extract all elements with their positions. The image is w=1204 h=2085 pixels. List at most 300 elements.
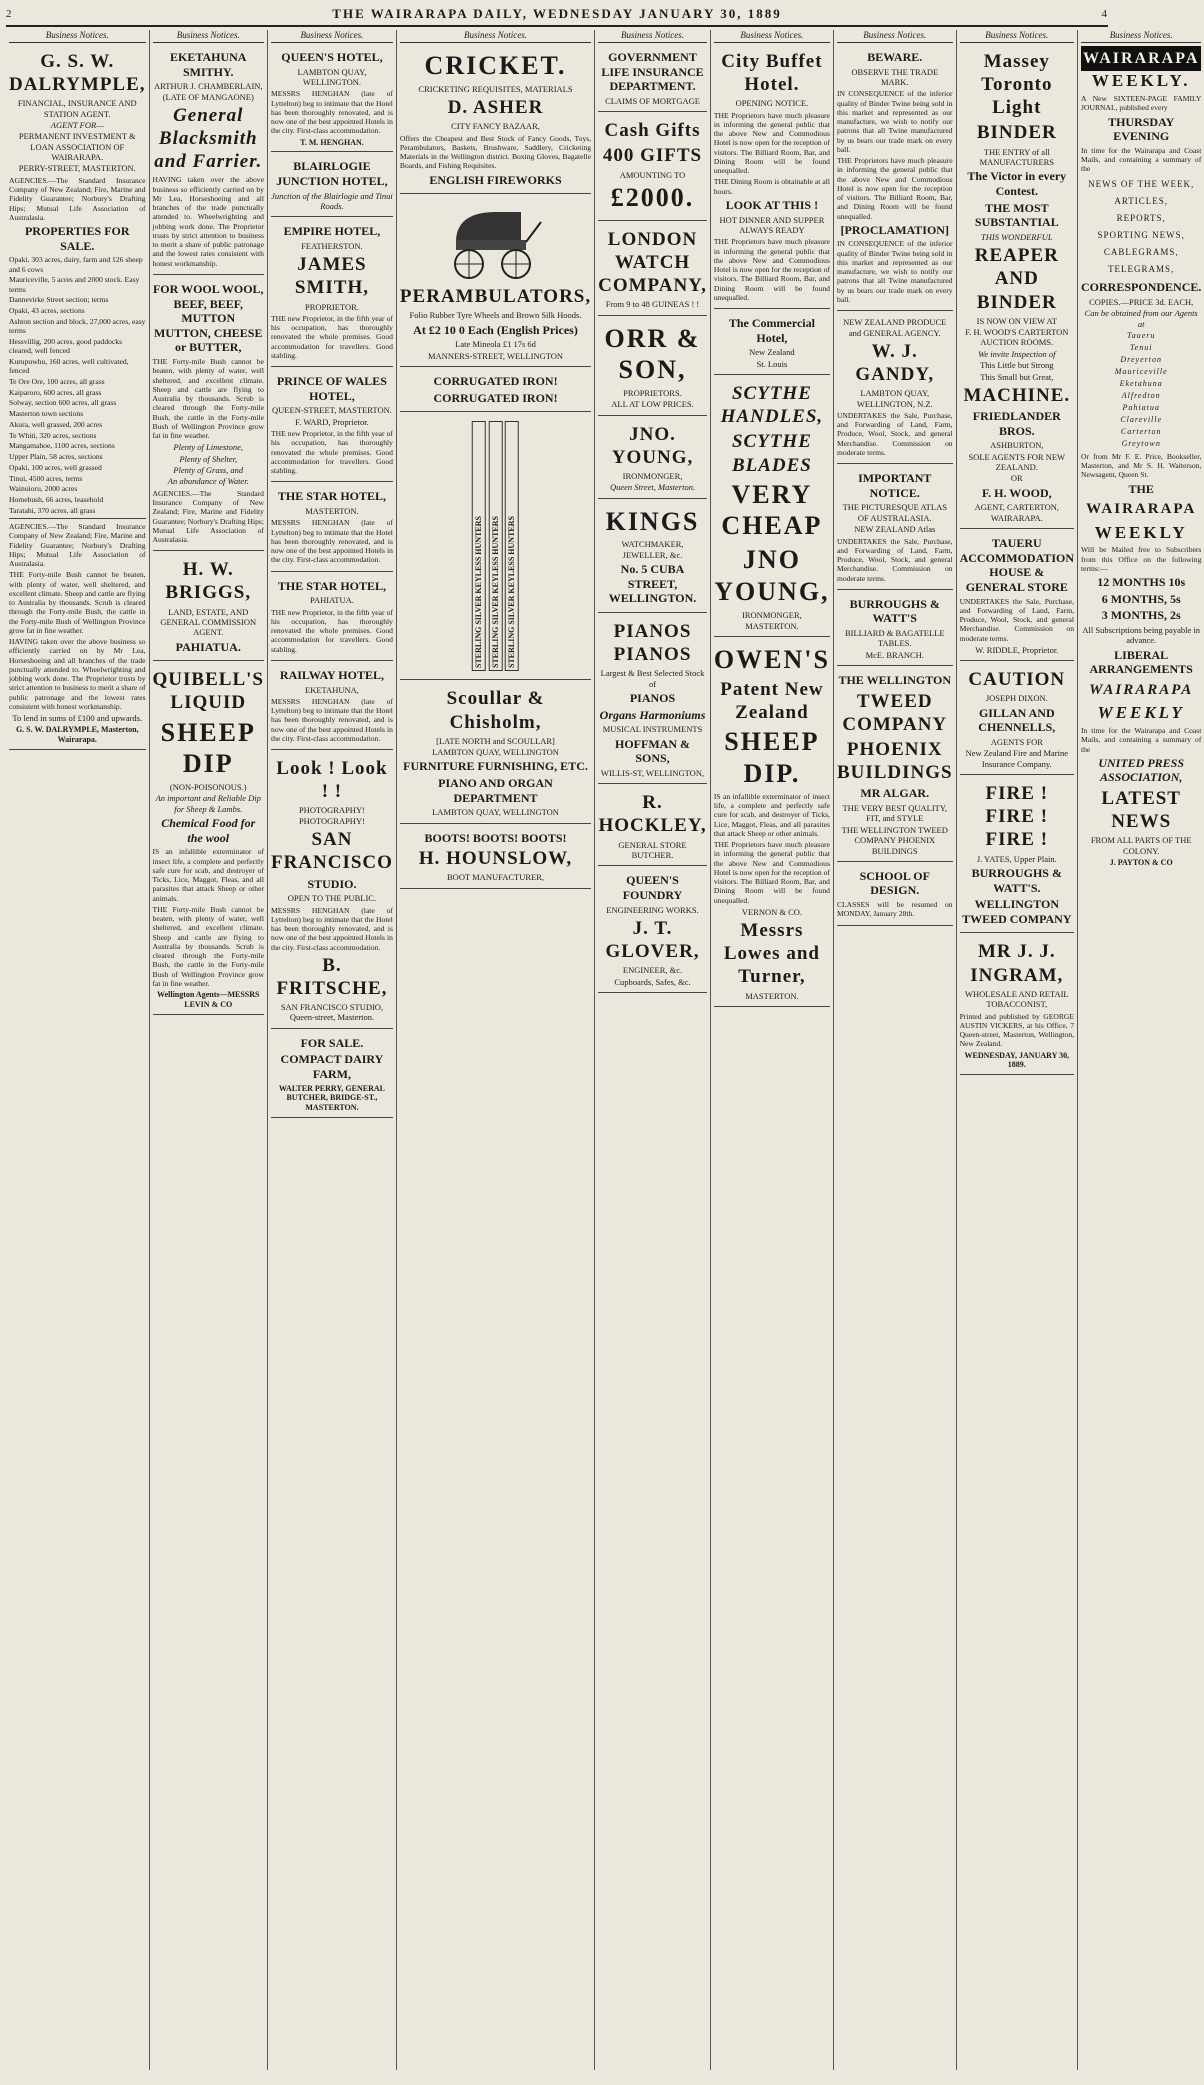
ad-body: THE new Proprietor, in the fifth year of his occupation, has thoroughly renovated the whole premises. Good accommodation for travellers. Good stabling.: [270, 429, 393, 476]
friedlander: FRIEDLANDER BROS.: [972, 409, 1061, 438]
column-2: [150, 30, 268, 2070]
ad-body: MESSRS HENGHAN (late of Lyttelton) beg to intimate that the Hotel has been thoroughly renovated, and is now one of the best appointed Hotels in the city. First-class accommodation.: [270, 696, 393, 743]
machine: MACHINE.: [963, 384, 1071, 406]
fritsche-sub: SAN FRANCISCO STUDIO, Queen-street, Masterton.: [280, 1002, 384, 1023]
scythe-ad: [714, 378, 830, 637]
list-item: Dannevirke Street section; terms: [9, 295, 109, 305]
quibell-ad: [153, 664, 264, 1014]
tweed: TWEED COMPANY: [842, 690, 948, 735]
list-item: Clareville: [1120, 414, 1163, 424]
claims: CLAIMS OF MORTGAGE: [605, 95, 700, 106]
columns: [6, 30, 1202, 2070]
branch: McE. BRANCH.: [865, 649, 924, 660]
beware: BEWARE.: [867, 49, 923, 64]
view: IS NOW ON VIEW AT: [976, 315, 1057, 326]
section-label: Business Notices.: [1081, 30, 1201, 43]
cash-gifts: Cash Gifts: [604, 120, 701, 142]
ad-role: PROPRIETOR.: [304, 301, 359, 312]
sole: SOLE AGENTS FOR NEW ZEALAND.: [968, 451, 1066, 473]
list-item: Mangamahoe, 1100 acres, sections: [9, 441, 115, 451]
latest-news: LATEST NEWS: [1101, 788, 1181, 833]
ingram: MR J. J. INGRAM,: [970, 941, 1064, 986]
news-sections: [1081, 176, 1201, 279]
vernon: VERNON & CO.: [741, 906, 803, 917]
empire-hotel-ad: [271, 220, 393, 367]
properties-heading: PROPERTIES FOR SALE.: [24, 224, 130, 253]
weekly-3: WEEKLY: [1097, 703, 1185, 723]
nz-atlas: NEW ZEALAND Atlas: [854, 524, 936, 535]
months-12: 12 MONTHS 10s: [1097, 575, 1186, 590]
gandy-body: UNDERTAKES the Sale, Purchase, and Forwarding of Land, Farm, Produce, Wool, Stock, and general Merchandise. Commission on moderate terms.: [836, 410, 953, 457]
ad-heading: G. S. W. DALRYMPLE,: [9, 50, 146, 96]
list-item: Kaiparoro, 600 acres, all grass: [9, 387, 102, 397]
pianos-2: PIANOS: [629, 691, 676, 706]
plenty-4: An abundance of Water.: [167, 476, 249, 487]
dixon: JOSEPH DIXON.: [985, 693, 1048, 704]
list-item: ARTICLES,: [1114, 195, 1169, 206]
hoffman: HOFFMAN & SONS,: [615, 736, 690, 766]
burroughs: BURROUGHS & WATT'S: [849, 596, 940, 626]
filler-text-3: HAVING taken over the above business so efficiently carried on by Mr Lea, Horseshoeing and all branches of the trade punctually attended to. Wheelwrighting and jobbing work done. The Proprietor trusts by strict attention to business to merit a share of public patronage and the lowest rates consistent with honest workmanship.: [9, 637, 146, 711]
hockley: R. HOCKLEY,: [598, 792, 707, 837]
section-label: Business Notices.: [714, 30, 830, 43]
column-6: [711, 30, 834, 2070]
govt-insurance-ad: [598, 46, 707, 112]
plenty-1: Plenty of Limestone,: [173, 442, 244, 453]
engineering: ENGINEERING WORKS.: [606, 904, 699, 915]
owens-dip-ad: [714, 640, 830, 1007]
victor: The Victor in every Contest.: [967, 169, 1067, 198]
dip-body: IS an infallible exterminator of insect life, a complete and perfectly safe cure for scab, and destroyer of Ticks, Lice, Maggot, Fleas, and all parasites that attack Sheep or other animals.: [713, 791, 830, 838]
produce-agency: NEW ZEALAND PRODUCE and GENERAL AGENCY.: [843, 317, 947, 338]
corrugated-2: CORRUGATED IRON!: [433, 390, 558, 405]
entry: THE ENTRY of all MANUFACTURERS: [979, 146, 1055, 168]
ad-place: PERRY-STREET, MASTERTON.: [18, 163, 136, 174]
school-sub: CLASSES will be resumed on MONDAY, January 28th.: [836, 900, 953, 919]
ad-heading: EKETAHUNA SMITHY.: [170, 49, 247, 79]
school: SCHOOL OF DESIGN.: [859, 868, 930, 898]
weekly-banner: WEEKLY.: [1091, 71, 1191, 91]
houslow: H. HOUNSLOW,: [418, 848, 573, 870]
hoffman-place: WILLIS-ST, WELLINGTON,: [600, 767, 705, 778]
list-item: Te Whiti, 320 acres, sections: [9, 430, 97, 440]
san-francisco: SAN FRANCISCO: [270, 829, 393, 874]
dip-description: An important and Reliable Dip for Sheep & Lambs.: [155, 793, 261, 814]
ad-body: MESSRS HENGHAN (late of Lyttelton) beg to intimate that the Hotel has been thoroughly renovated, and is now one of the best appointed Hotels in the city. First-class accommodation.: [270, 518, 393, 565]
united-press: UNITED PRESS ASSOCIATION,: [1098, 755, 1185, 785]
substantial: THE MOST SUBSTANTIAL: [974, 200, 1059, 230]
orr-son: ORR & SON,: [604, 323, 701, 385]
list-item: Tenui: [1129, 342, 1153, 352]
insurance: New Zealand Fire and Marine Insurance Company.: [965, 748, 1069, 769]
railway-hotel-ad: [271, 664, 393, 750]
list-item: Opaki, 43 acres, sections: [9, 306, 85, 316]
property-list: [9, 255, 146, 515]
list-item: Mauriceville, 5 acres and 2000 stock. Easy terms: [9, 275, 140, 294]
ad-heading: PRINCE OF WALES HOTEL,: [276, 374, 387, 403]
very-cheap: VERY CHEAP: [721, 479, 823, 541]
dining: THE Dining Room is obtainable at all hours.: [713, 177, 830, 196]
list-item: Hessvillig, 200 acres, good paddocks cleared, well fenced: [9, 336, 123, 356]
cricket-requisites: CRICKETING REQUISITES, MATERIALS: [418, 83, 573, 94]
orr-ad: [598, 319, 707, 416]
wairarapa-3: WAIRARAPA: [1089, 681, 1194, 698]
dairy-farm-ad: [271, 1032, 393, 1118]
for-sale: FOR SALE.: [300, 1035, 364, 1050]
ad-trade: General Blacksmith and Farrier.: [154, 104, 263, 173]
list-item: Dreyerton: [1120, 354, 1162, 364]
amounting: AMOUNTING TO: [619, 169, 686, 180]
taueru-ad: [960, 532, 1074, 661]
ingram-ad: [960, 936, 1074, 1075]
city-body: THE Proprietors have much pleasure in informing the general public that the above New and Commodious Hotel is now open for the reception of visitors. The Billiard Room, Bar, and Dining Room will be found unequalled.: [713, 110, 830, 176]
ad-sub: Junction of the Blairlogie and Tinui Roads.: [271, 190, 393, 211]
agent-label: AGENT FOR—: [50, 120, 104, 131]
amount: £2000.: [610, 182, 695, 212]
column-4: [397, 30, 595, 2070]
fireworks: ENGLISH FIREWORKS: [429, 172, 562, 187]
ad-proprietor: T. M. HENGHAN.: [300, 137, 364, 147]
small: This Small but Great,: [980, 371, 1054, 382]
little: This Little but Strong: [980, 360, 1054, 371]
gifts-400: 400 GIFTS: [602, 145, 703, 167]
glover-role: ENGINEER, &c.: [622, 965, 683, 976]
page-number-left: 2: [6, 8, 13, 20]
burroughs-8: BURROUGHS & WATT'S.: [971, 865, 1062, 895]
vertical-text: STERLING SILVER KEYLESS HUNTERS: [505, 421, 519, 671]
manners-st: MANNERS-STREET, WELLINGTON: [427, 350, 564, 361]
thursday: THURSDAY EVENING: [1108, 114, 1175, 144]
fire-ad: [960, 778, 1074, 933]
filler-text: AGENCIES.—The Standard Insurance Company of New Zealand; Fire, Marine and Fidelity Guarantee; Norbury's Drafting Hips; Mutual Life Association of Australasia.: [9, 522, 146, 569]
the: THE: [1128, 481, 1154, 496]
copies-price: COPIES.—PRICE 3d. EACH,: [1089, 296, 1194, 307]
weekly-2: WEEKLY: [1094, 522, 1188, 542]
filler-text-2: THE Forty-mile Bush cannot be beaten, with plenty of water, well sheltered, and excellent climate. Sheep and cattle are flying to Australia by thousands. Scrub is cleared through the Forty-mile Bush, the cattle in the Forty-mile Bush of Wellington Province grow fat in fine weather.: [9, 570, 146, 635]
pianos: PIANOS PIANOS: [613, 621, 692, 666]
reaper: REAPER AND BINDER: [974, 245, 1059, 313]
riddle: W. RIDDLE, Proprietor.: [975, 644, 1059, 655]
list-item: Ashton section and block, 27,000 acres, easy terms: [9, 316, 146, 336]
billiard: BILLIARD & BAGATELLE TABLES.: [844, 628, 945, 649]
gandy: W. J. GANDY,: [855, 340, 935, 386]
queen-st: Or from Mr F. E. Price, Bookseller, Masterton, and Mr S. H. Waiterson, Newsagent, Queen St.: [1081, 451, 1202, 480]
young: JNO. YOUNG,: [611, 423, 694, 468]
scoullar-sub: [LATE NORTH and SCOULLAR]: [436, 735, 555, 746]
ironmonger: IRONMONGER,: [742, 609, 802, 620]
dip-body-2: THE Forty-mile Bush cannot be beaten, with plenty of water, well sheltered, and excellent climate. Sheep and cattle are flying to Australia by thousands. Scrub is cleared through the Forty-mile Bush, the cattle in the Forty-mile Bush of Wellington Province grow fat in fine weather.: [152, 904, 264, 988]
kings: KINGS: [605, 506, 700, 536]
list-item: Upper Plain, 58 acres, sections: [9, 452, 103, 462]
subs-terms: Will be Mailed free to Subscribers from this Office on the following terms:—: [1081, 545, 1202, 573]
agent: AGENT, CARTERTON, WAIRARAPA.: [974, 502, 1059, 523]
column-8: [957, 30, 1078, 2070]
column-5: [595, 30, 711, 2070]
instruments: MUSICAL INSTRUMENTS: [602, 724, 703, 735]
star-hotel-2-ad: [271, 575, 393, 661]
scythe-blades: SCYTHE BLADES: [731, 431, 812, 476]
proclamation-body: IN CONSEQUENCE of the inferior quality of Binder Twine being sold in this market and represented as our manufacture, we wish to notify our patrons that all Twine manufactured by us bears our trade mark on every ball.: [836, 239, 953, 304]
agent-places: [1081, 330, 1201, 450]
hockley-sub: GENERAL STORE BUTCHER.: [618, 839, 687, 861]
ad-place: PAHIATUA.: [310, 595, 354, 606]
list-item: Masterton town sections: [9, 409, 84, 419]
ad-subheading: FINANCIAL, INSURANCE AND STATION AGENT.: [17, 98, 137, 119]
caution: CAUTION: [968, 669, 1066, 691]
coast-mails: In time for the Wairarapa and Coast Mails, and containing a summary of the: [1081, 145, 1202, 174]
young-role: IRONMONGER,: [622, 471, 683, 481]
column-9: [1078, 30, 1204, 2070]
prince-of-wales-ad: [271, 370, 393, 482]
list-item: Opaki, 100 acres, well grassed: [9, 462, 102, 472]
vertical-text: STERLING SILVER KEYLESS HUNTERS: [489, 421, 503, 671]
yates: J. YATES, Upper Plain.: [976, 853, 1057, 864]
new-zealand: New Zealand: [749, 347, 795, 358]
list-item: Taratahi, 370 acres, all grass: [9, 505, 96, 515]
list-item: REPORTS,: [1116, 212, 1166, 223]
photo-line: PHOTOGRAPHY! PHOTOGRAPHY!: [298, 805, 365, 826]
section-label: Business Notices.: [960, 30, 1074, 43]
perambulator-illustration: [441, 202, 551, 282]
list-item: Taueru: [1127, 330, 1156, 340]
perry-butcher: WALTER PERRY, GENERAL BUTCHER, BRIDGE-ST., MASTERTON.: [278, 1083, 385, 1113]
section-label: Business Notices.: [153, 30, 264, 43]
gandy-sub: LAMBTON QUAY, WELLINGTON, N.Z.: [856, 388, 933, 409]
gillan: GILLAN AND CHENNELLS,: [978, 705, 1056, 735]
section-label: Business Notices.: [400, 30, 591, 43]
list-item: Te Ore Ore, 100 acres, all grass: [9, 376, 105, 386]
list-item: Akura, well grassed, 200 acres: [9, 419, 103, 429]
taueru-body: UNDERTAKES the Sale, Purchase, and Forwarding of Land, Farm, Produce, Wool, Stock, and general Merchandise. Commission on moderate terms.: [959, 596, 1075, 643]
ashburton: ASHBURTON,: [990, 440, 1044, 451]
ad-place: EKETAHUNA,: [305, 684, 359, 695]
vertical-watch-banner: [400, 421, 591, 671]
column-7: [834, 30, 957, 2070]
foundry-ad: [598, 869, 707, 993]
masterton-2: MASTERTON.: [745, 990, 799, 1001]
ad-owner: ARTHUR J. CHAMBERLAIN, (LATE OF MANGAONE): [153, 81, 263, 102]
ad-heading: RAILWAY HOTEL,: [279, 667, 384, 682]
agents-at: Can be obtained from our Agents at: [1084, 308, 1198, 329]
list-item: SPORTING NEWS,: [1097, 230, 1185, 240]
boots-ad: [400, 827, 591, 889]
list-item: Eketahuna: [1119, 378, 1163, 388]
wool-ad: [153, 278, 264, 551]
prams-body: Folio Rubber Tyre Wheels and Brown Silk Hoods.: [409, 310, 582, 321]
fh-wood: F. H. WOOD,: [981, 485, 1052, 500]
look-heading: Look ! Look ! !: [276, 758, 388, 803]
orr-role: PROPRIETORS.: [623, 387, 682, 398]
briggs-ad: [153, 554, 264, 661]
beware-body-2: THE Proprietors have much pleasure in informing the general public that the above New and Commodious Hotel is now open for the reception of visitors. The Billiard Room, Bar, and Dining Room will be found unequalled.: [836, 156, 953, 221]
section-label: Business Notices.: [598, 30, 707, 43]
weekly-body: In time for the Wairarapa and Coast Mails, and containing a summary of the: [1081, 726, 1202, 754]
quibell-heading: QUIBELL'S LIQUID: [152, 669, 264, 714]
beware-body: IN CONSEQUENCE of the inferior quality of Binder Twine being sold in this market and represented as our manufacture, we wish to notify our patrons that all Twine manufactured by us bears our trade mark on every ball.: [836, 89, 953, 154]
photo-body: MESSRS HENGHAN (late of Lyttelton) beg to intimate that the Hotel has been thoroughly renovated, and is now one of the best appointed Hotels in the city. First-class accommodation.: [270, 905, 393, 952]
watch-price: From 9 to 48 GUINEAS ! !: [605, 299, 700, 310]
atlas: THE PICTURESQUE ATLAS OF AUSTRALASIA.: [842, 502, 947, 523]
cricket-heading: CRICKET.: [424, 50, 567, 80]
scoullar-place: LAMBTON QUAY, WELLINGTON: [432, 747, 559, 758]
to-lend: To lend in sums of £100 and upwards.: [12, 713, 143, 724]
ad-name: JAMES SMITH,: [294, 254, 369, 299]
dalrymple-ad: [9, 46, 146, 750]
piano-organ: PIANO AND ORGAN DEPARTMENT: [438, 776, 553, 805]
wool-body: THE Forty-mile Bush cannot be beaten, with plenty of water, well sheltered, and excellent climate. Sheep and cattle are flying to Australia by thousands. Scrub is cleared through the Forty-mile Bush, the cattle in the Forty-mile Bush of Wellington Province grow fat in fine weather.: [152, 357, 264, 441]
ad-body: THE new Proprietor, in the fifth year of his occupation, has thoroughly renovated the whole premises. Good accommodation for travellers. Good stabling.: [270, 313, 393, 360]
list-item: TELEGRAMS,: [1108, 264, 1175, 275]
govt-heading: GOVERNMENT LIFE INSURANCE DEPARTMENT.: [601, 49, 704, 94]
wonderful: THIS WONDERFUL: [981, 231, 1053, 242]
sheep-dip-heading: SHEEP DIP: [160, 717, 256, 779]
studio: STUDIO.: [307, 876, 357, 891]
printed-by: Printed and published by GEORGE AUSTIN VICKERS, at his Office, 7 Queen-street, Masterton, Wellington, New Zealand.: [959, 1011, 1075, 1049]
dip-agents: Wellington Agents—MESSRS LEVIN & CO: [157, 990, 260, 1009]
phoenix: PHOENIX BUILDINGS: [836, 739, 953, 784]
non-poisonous: (NON-POISONOUS.): [169, 782, 247, 793]
list-item: NEWS OF THE WEEK,: [1088, 178, 1195, 189]
massey: Massey Toronto Light: [981, 50, 1053, 119]
tweed-ad: [837, 669, 953, 862]
vertical-text: STERLING SILVER KEYLESS HUNTERS: [472, 421, 486, 671]
ad-place: FEATHERSTON.: [301, 240, 363, 251]
young-ad: [598, 419, 707, 499]
hockley-ad: [598, 787, 707, 866]
ad-body: MESSRS HENGHAN (late of Lyttelton) beg to intimate that the Hotel has been thoroughly renovated, and is now one of the best appointed Hotels in the city. First-class accommodation.: [270, 89, 393, 136]
agencies-text: AGENCIES.—The Standard Insurance Company of New Zealand; Fire, Marine and Fidelity Guarantee; Norbury's Drafting Hips; Mutual Life Association of Australasia.: [9, 175, 146, 222]
scoullar-name: Scoullar & Chisholm,: [446, 688, 545, 733]
hot-dinner: HOT DINNER AND SUPPER ALWAYS READY: [719, 214, 825, 235]
list-item: Tinui, 4500 acres, terms: [9, 473, 83, 483]
corrugated-ad: [400, 370, 591, 412]
masthead: [6, 4, 1108, 27]
plenty-3: Plenty of Grass, and: [173, 465, 244, 476]
column-1: [6, 30, 150, 2070]
commercial-ad: [714, 312, 830, 375]
sheep-dip: SHEEP DIP.: [724, 727, 820, 789]
correspondence: CORRESPONDENCE.: [1081, 280, 1202, 295]
liberal: LIBERAL ARRANGEMENTS: [1089, 647, 1193, 677]
lowes-turner: Messrs Lowes and Turner,: [723, 920, 820, 988]
agency-name: PERMANENT INVESTMENT & LOAN ASSOCIATION OF WAIRARAPA.: [18, 131, 136, 163]
bazaar-body: Offers the Cheapest and Best Stock of Fancy Goods, Toys, Perambulators, Baskets, Brushware, Saddlery, Cricketing Materials in the Wellington district. Boxing Gloves, Bagatelle Boards, and Fishing Requisites.: [399, 133, 592, 171]
taueru: TAUERU ACCOMMODATION HOUSE & GENERAL STORE: [959, 536, 1075, 594]
atlas-body: UNDERTAKES the Sale, Purchase, and Forwarding of Land, Farm, Produce, Wool, Stock, and general Merchandise. Commission on moderate terms.: [836, 536, 953, 583]
chemical-food: Chemical Food for the wool: [161, 816, 256, 845]
opening: OPENING NOTICE.: [735, 98, 809, 109]
algar: MR ALGAR.: [860, 786, 930, 801]
st-louis: St. Louis: [756, 358, 788, 369]
prams-heading: PERAMBULATORS,: [399, 286, 592, 308]
boots-heading: BOOTS! BOOTS! BOOTS!: [424, 830, 567, 845]
fire: FIRE ! FIRE ! FIRE !: [985, 783, 1049, 851]
agents: AGENTS FOR: [990, 737, 1043, 747]
atlas-ad: [837, 467, 953, 590]
low-prices: ALL AT LOW PRICES.: [611, 399, 694, 410]
cricket-ad: [400, 46, 591, 194]
list-item: Opaki, 303 acres, dairy, farm and 126 sheep and 6 cows: [9, 255, 143, 274]
wellington: THE WELLINGTON: [838, 673, 952, 688]
city-buffet: City Buffet Hotel.: [721, 50, 823, 96]
or: OR: [1010, 473, 1023, 484]
page-number-right: 4: [1101, 8, 1108, 20]
list-item: Kurupuwhu, 160 acres, well cultivated, fenced: [9, 356, 129, 376]
dairy-farm: COMPACT DAIRY FARM,: [280, 1052, 384, 1082]
wairarapa-banner: WAIRARAPA: [1081, 46, 1201, 72]
city-body-2: THE Proprietors have much pleasure in informing the general public that the above New and Commodious Hotel is now open for the reception of visitors. The Billiard Room, Bar, and Dining Room will be found unequalled.: [713, 237, 830, 302]
divider: [9, 518, 146, 519]
glover: J. T. GLOVER,: [605, 917, 700, 963]
photography-ad: [271, 753, 393, 1029]
section-label: Business Notices.: [837, 30, 953, 43]
wool-body-2: AGENCIES.—The Standard Insurance Company of New Zealand; Fire, Marine and Fidelity Guarantee; Norbury's Drafting Hips; Mutual Life Association of Australasia.: [152, 488, 264, 545]
briggs-sub: LAND, ESTATE, AND GENERAL COMMISSION AGENT.: [160, 606, 257, 638]
school-ad: [837, 865, 953, 926]
ad-sub: QUEEN-STREET, MASTERTON.: [272, 405, 392, 416]
billiard-ad: [837, 593, 953, 666]
london-watch: LONDON WATCH COMPANY,: [598, 228, 707, 296]
scoullar-ad: [400, 683, 591, 823]
city-buffet-ad: [714, 46, 830, 309]
prams-price-2: Late Mineola £1 17s 6d: [455, 339, 536, 350]
wool-heading: FOR WOOL WOOL, BEEF, BEEF, MUTTON MUTTON, CHEESE or BUTTER,: [152, 281, 264, 355]
open-public: OPEN TO THE PUBLIC.: [287, 893, 377, 904]
list-item: Alfredton: [1121, 390, 1161, 400]
star-hotel-ad: [271, 485, 393, 571]
gandy-ad: [837, 314, 953, 464]
inspect: We invite Inspection of: [978, 348, 1056, 359]
new-journal: A New SIXTEEN-PAGE FAMILY JOURNAL, published every: [1081, 94, 1202, 113]
newspaper-title: THE WAIRARAPA DAILY, WEDNESDAY JANUARY 30, 1889: [332, 6, 782, 21]
ad-signature: G. S. W. DALRYMPLE, Masterton, Wairarapa.: [15, 725, 139, 745]
watch-ad: [400, 415, 591, 680]
section-label: Business Notices.: [271, 30, 393, 43]
caution-ad: [960, 664, 1074, 775]
list-item: Solway, section 600 acres, all grass: [9, 398, 117, 408]
list-item: Homebush, 66 acres, leasehold: [9, 495, 104, 505]
ingram-sub: WHOLESALE AND RETAIL TOBACCONIST,: [964, 988, 1069, 1010]
look-at-this: LOOK AT THIS !: [725, 197, 819, 212]
london-watch-ad: [598, 224, 707, 316]
date-line: WEDNESDAY, JANUARY 30, 1889.: [964, 1050, 1070, 1070]
briggs-place: PAHIATUA.: [175, 639, 241, 654]
fancy-bazaar: CITY FANCY BAZAAR,: [451, 121, 540, 132]
cuba-st: No. 5 CUBA STREET, WELLINGTON.: [608, 562, 697, 606]
houslow-role: BOOT MANUFACTURER,: [447, 872, 544, 883]
smithy-ad: [153, 46, 264, 275]
jno-young: JNO YOUNG,: [714, 545, 830, 606]
proclamation: [PROCLAMATION]: [840, 222, 949, 237]
list-item: Greytown: [1121, 438, 1161, 448]
ad-heading: EMPIRE HOTEL,: [283, 224, 381, 239]
payable: All Subscriptions being payable in advance.: [1082, 625, 1200, 646]
queens-foundry: QUEEN'S FOUNDRY: [622, 873, 683, 902]
ad-heading: THE STAR HOTEL,: [277, 489, 387, 504]
ad-proprietor: F. WARD, Proprietor.: [295, 416, 369, 427]
commercial: The Commercial Hotel,: [728, 316, 815, 345]
dip-body-2: THE Proprietors have much pleasure in informing the general public that the above New and Commodious Hotel is now open for the reception of visitors. The Billiard Room, Bar, and Dining Room will be found unequalled.: [713, 840, 830, 905]
owens: OWEN'S: [713, 645, 830, 675]
kings-sub: WATCHMAKER, JEWELLER, &c.: [621, 539, 684, 560]
pianos-ad: [598, 616, 707, 784]
ad-heading: BLAIRLOGIE JUNCTION HOTEL,: [276, 159, 388, 188]
blairlogie-ad: [271, 155, 393, 217]
ad-place: MASTERTON.: [305, 506, 359, 517]
list-item: Carterton: [1120, 426, 1162, 436]
ad-address: LAMBTON QUAY, WELLINGTON.: [297, 66, 367, 87]
cupboards: Cupboards, Safes, &c.: [614, 976, 691, 987]
